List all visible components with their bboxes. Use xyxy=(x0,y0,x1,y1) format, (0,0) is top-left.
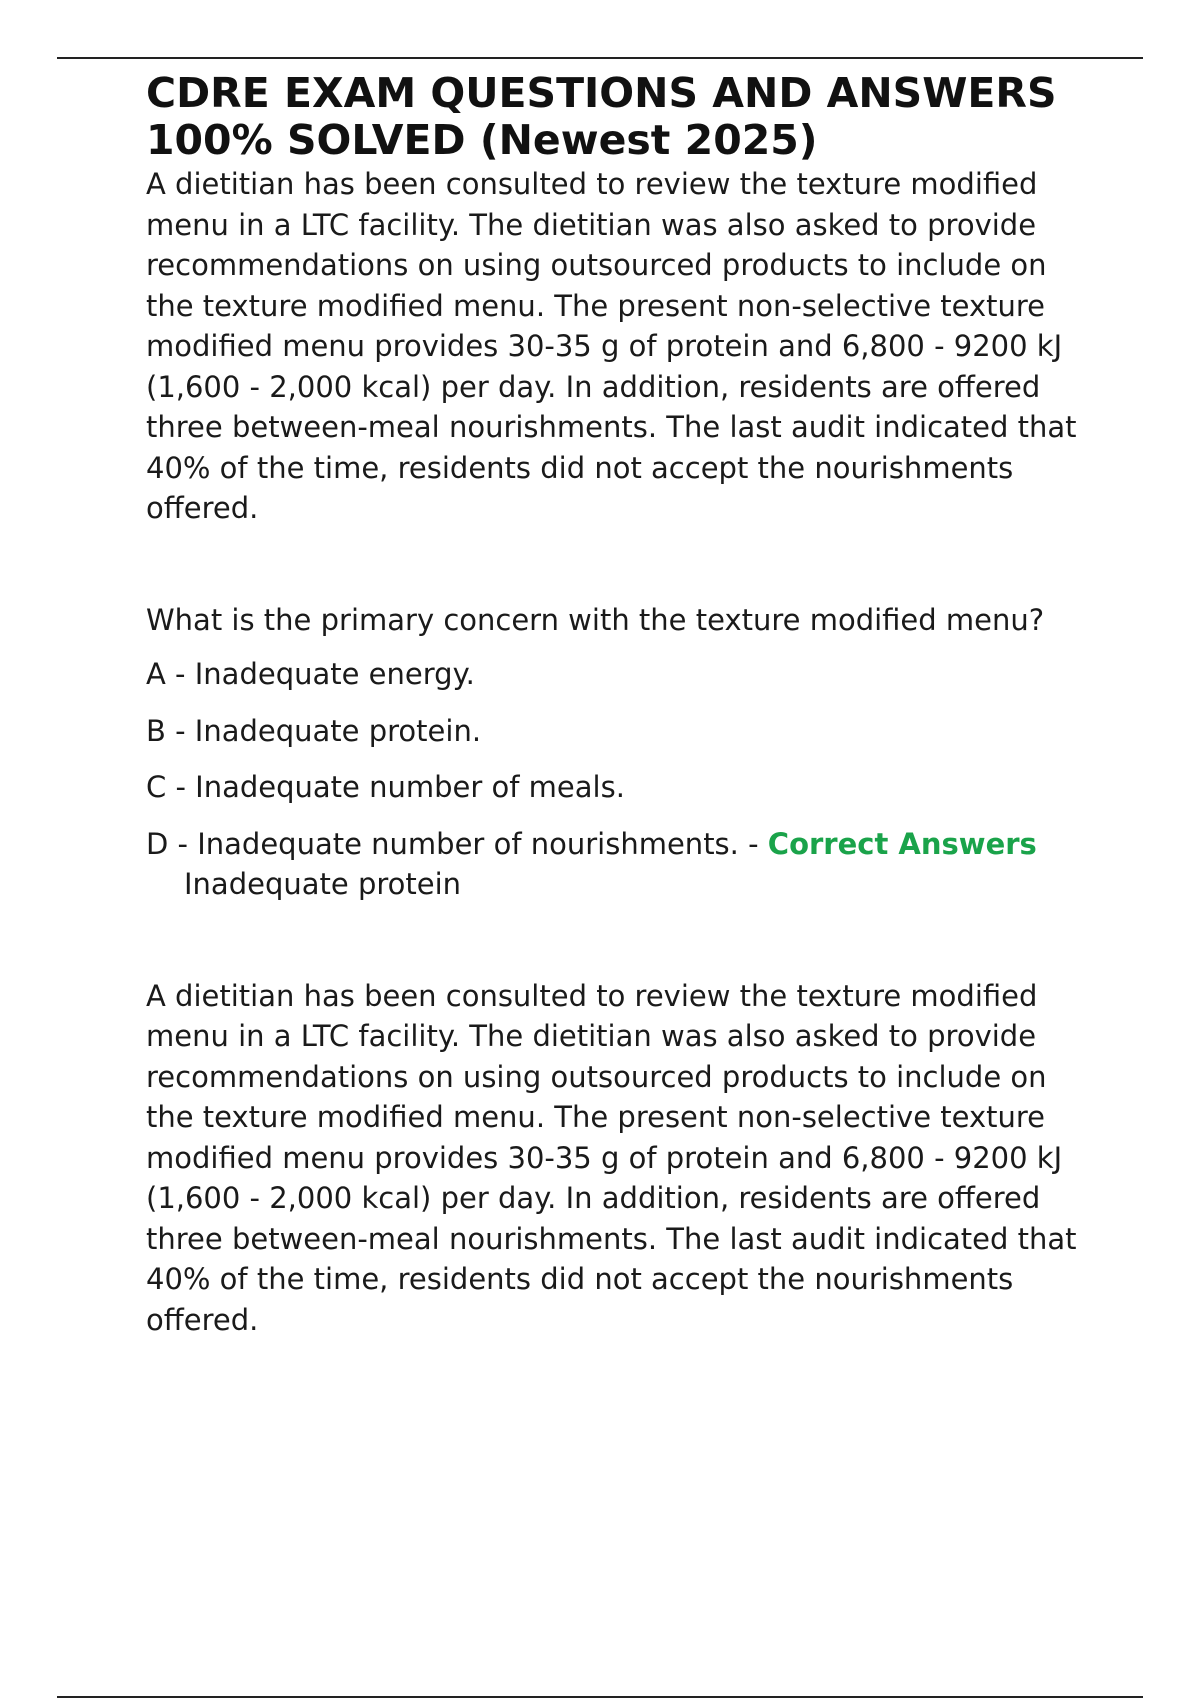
next-question-context-paragraph: A dietitian has been consulted to review the texture modified menu in a LTC facility. The dietitian was also asked to provide recommendations on using outsourced products to include on the texture modified menu. The present non-selective texture modified menu provides 30-35 g of protein and 6,800 - 9200 kJ (1,600 - 2,000 kcal) per day. In addition, residents are offered three between-meal nourishments. The last audit indicated that 40% of the time, residents did not accept the nourishments offered. xyxy=(146,978,1077,1337)
answer-options xyxy=(146,654,1101,905)
question-text: What is the primary concern with the texture modified menu? xyxy=(146,602,1045,637)
correct-answers-label: Correct Answers xyxy=(767,826,1037,861)
option-d xyxy=(146,824,1101,905)
document-title: CDRE EXAM QUESTIONS AND ANSWERS 100% SOLVED (Newest 2025) xyxy=(146,69,1057,164)
option-c: C - Inadequate number of meals. xyxy=(146,770,625,804)
option-a: A - Inadequate energy. xyxy=(146,657,475,691)
top-divider xyxy=(57,57,1143,59)
question-context-paragraph: A dietitian has been consulted to review the texture modified menu in a LTC facility. The dietitian was also asked to provide recommendations on using outsourced products to include on the texture modified menu. The present non-selective texture modified menu provides 30-35 g of protein and 6,800 - 9200 kJ (1,600 - 2,000 kcal) per day. In addition, residents are offered three between-meal nourishments. The last audit indicated that 40% of the time, residents did not accept the nourishments offered. xyxy=(146,167,1077,525)
document-body xyxy=(146,70,1101,1340)
correct-answer-text: Inadequate protein xyxy=(184,867,462,901)
option-d-text: D - Inadequate number of nourishments. - xyxy=(146,826,768,861)
bottom-divider xyxy=(57,1696,1143,1698)
option-b: B - Inadequate protein. xyxy=(146,713,482,748)
